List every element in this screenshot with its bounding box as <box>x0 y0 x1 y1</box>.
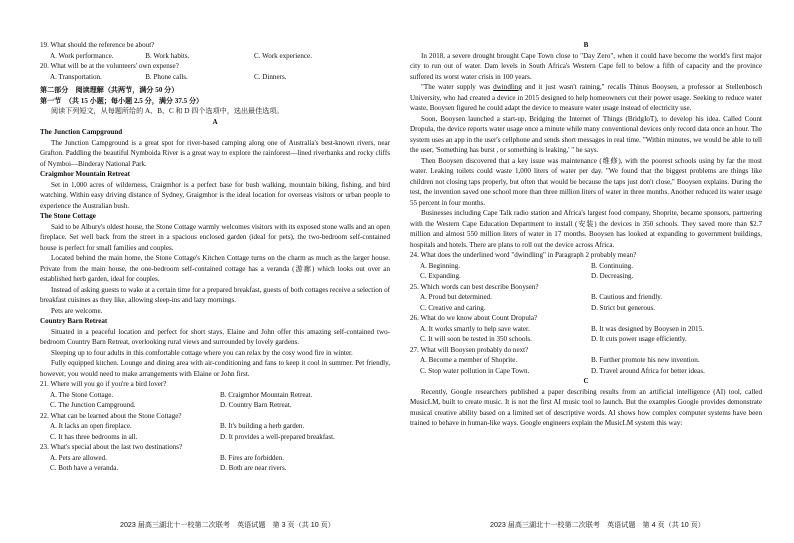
paragraph: Pets are welcome. <box>51 306 103 315</box>
option: C. Dinners. <box>253 72 287 81</box>
option: B. It was designed by Booysen in 2015. <box>591 324 704 333</box>
option: A. Beginning. <box>420 261 460 270</box>
passage-title: The Junction Campground <box>40 128 123 136</box>
option: B. Cautious and friendly. <box>591 293 663 301</box>
q22-options <box>40 421 390 432</box>
page-footer-left: 2023 届高三湖北十一校第二次联考 英语试题 第 3 页（共 10 页） <box>120 521 335 529</box>
part-heading: 第二部分 阅读理解（共两节，满分 50 分） <box>40 86 179 94</box>
passage-letter: A <box>212 117 218 126</box>
question-23: 23. What's special about the last two destinations? <box>40 443 183 451</box>
left-column <box>40 40 390 474</box>
q21-options <box>40 400 390 411</box>
q25-options <box>410 292 762 303</box>
question-19: 19. What should the reference be about? <box>40 41 155 49</box>
paragraph: In 2018, a severe drought brought Cape Town close to "Day Zero", when it could have become the world's first major city to run out of water. Dam levels in South Africa's Western Cape fell to below a fifth of capacity and the province suffered its worst water crisis in 100 years. <box>410 51 762 81</box>
paragraph: Said to be Albury's oldest house, the Stone Cottage warmly welcomes visitors with its exposed stone walls and an open fireplace. Set well back from the street in a spacious enclosed garden (ideal for pets), the two-bedroom self-contained house is perfect for small families and couples. <box>40 222 390 252</box>
question-27: 27. What will Booysen probably do next? <box>410 345 529 354</box>
option: C. Stop water pollution in Cape Town. <box>420 366 530 375</box>
passage-title: Craigmhor Mountain Retreat <box>40 170 130 178</box>
paragraph <box>410 82 762 114</box>
page-footer-right: 2023 届高三湖北十一校第二次联考 英语试题 第 4 页（共 10 页） <box>490 521 705 529</box>
q22-options <box>40 432 390 443</box>
question-26: 26. What do we know about Count Dropula? <box>410 314 538 322</box>
option: C. Creative and caring. <box>420 303 486 312</box>
paragraph: Located behind the main home, the Stone Cottage's Kitchen Cottage turns on the charm as much as the larger house. Private from the main house, the one-bedroom self-contained cottage has a veranda (游廊) which looks out over an established herb garden, ideal for couples. <box>40 254 390 283</box>
right-column <box>410 40 762 429</box>
option: D. Strict but generous. <box>591 303 656 312</box>
paragraph: Instead of asking guests to wake at a certain time for a prepared breakfast, guests of both cottages receive a selection of breakfast cuisines as they like, allowing sleep-ins and lazy mornings. <box>40 285 390 304</box>
option: A. Proud but determined. <box>420 293 492 301</box>
q27-options <box>410 366 762 377</box>
option: A. It works smartly to help save water. <box>420 324 530 333</box>
option: B. Phone calls. <box>145 72 188 81</box>
passage-title: The Stone Cottage <box>40 212 96 220</box>
paragraph: Soon, Booysen launched a start-up, Bridging the Internet of Things (BridgIoT), to develop his idea. Called Count Dropula, the device reports water usage once a minute while many conventional devices only record data once an hour. The system uses an app in the user's cellphone and sends short messages in real time. "Within minutes, we would be able to tell the user, 'Something has burst , or something is leaking,' " he says. <box>410 114 762 154</box>
q24-options <box>410 261 762 272</box>
option: D. Country Barn Retreat. <box>220 401 292 409</box>
option: C. It has three bedrooms in all. <box>50 432 138 441</box>
option: D. Decreasing. <box>591 272 634 280</box>
option: B. Work habits. <box>145 51 190 60</box>
option: A. It lacks an open fireplace. <box>50 422 132 430</box>
q27-options <box>410 355 762 366</box>
option: B. Further promote his new invention. <box>591 356 700 364</box>
paragraph: Situated in a peaceful location and perfect for short stays, Elaine and John offer this amazing self-contained two-bedroom Country Barn Retreat, overlooking rural views and surrounded by lovely gardens. <box>40 327 390 346</box>
question-22: 22. What can be learned about the Stone Cottage? <box>40 411 182 420</box>
option: C. It will soon be tested in 350 schools. <box>420 335 532 343</box>
q26-options <box>410 334 762 345</box>
option: A. Become a member of Shoprite. <box>420 356 518 364</box>
passage-title: Country Barn Retreat <box>40 317 108 325</box>
quote-rest: and it just wasn't raining," recalls Thinus Booysen, a professor at Stellenbosch University, who had created a device in 2015 designed to help homeowners cut their power usage. Seeking to reduce water waste, Booysen figured he could adapt the device to measure water usage instead of electricity use. <box>410 83 762 112</box>
q24-options <box>410 271 762 282</box>
q26-options <box>410 324 762 335</box>
option: C. Both have a veranda. <box>50 464 119 472</box>
option: B. Fires are forbidden. <box>220 453 285 462</box>
paragraph: Then Booysen discovered that a key issue was maintenance (维修), with the poorest schools using by far the most water. Leaking toilets could waste 1,000 liters of water per day. "We found that the biggest problems are things like children not closing taps properly, but often that would be because the taps just don't close," Booysen explains. During the test, the invention saved one school more than three million liters of water in three months. Another reduced its water usage 55 percent in four months. <box>410 156 762 207</box>
q21-options <box>40 390 390 401</box>
section-heading: 第一节 （共 15 小题；每小题 2.5 分，满分 37.5 分） <box>40 96 204 105</box>
paragraph: Sleeping up to four adults in this comfortable cottage where you can relax by the cosy wood fire in winter. <box>51 348 353 357</box>
option: C. Expanding. <box>420 272 461 280</box>
paragraph: Recently, Google researchers published a paper describing results from an artificial intelligence (AI) tool, called MusicLM, built to create music. It is not the first AI music tool to launch. But the examples Google provides demonstrate musical creative ability based on a limited set of descriptive words. AI shows how complex computer systems have been trained to behave in human-like ways. Google engineers explain the MusicLM system this way: <box>410 387 762 427</box>
option: B. It's building a herb garden. <box>220 422 305 430</box>
question-25: 25. Which words can best describe Booysen? <box>410 282 539 291</box>
paragraph: The Junction Campground is a great spot for river-based camping along one of Australia's best-known rivers, near Grafton. Paddling the beautiful Nymboida River is a great way to explore the rainforest—lined riverbanks and rocky cliffs of Nymboi—Binderay National Park. <box>40 138 390 168</box>
option: D. It cuts power usage efficiently. <box>591 335 687 343</box>
instructions: 阅读下列短文，从每题所给的 A、B、C 和 D 四个选项中，选出最佳选项。 <box>51 107 284 115</box>
option: D. Both are near rivers. <box>220 464 287 472</box>
question-21: 21. Where will you go if you're a bird lover? <box>40 380 167 388</box>
option: A. Pets are allowed. <box>50 453 107 462</box>
option: D. It provides a well-prepared breakfast. <box>220 432 335 441</box>
option: C. Work experience. <box>253 51 312 60</box>
q25-options <box>410 303 762 314</box>
q23-options <box>40 453 390 464</box>
passage-letter: C <box>583 377 589 385</box>
option: B. Craigmhor Mountain Retreat. <box>220 390 313 399</box>
question-20: 20. What will be at the volunteers' own expense? <box>40 62 179 70</box>
option: A. Work performance. <box>50 51 114 60</box>
paragraph: Set in 1,000 acres of wilderness, Craigmhor is a perfect base for bush walking, mountain biking, fishing, and bird watching. Within easy driving distance of Sydney, Graigmhor is the ideal location for overseas visitors or urban people to experience the Australian bush. <box>40 180 390 210</box>
q23-options <box>40 463 390 474</box>
q19-options <box>40 51 390 62</box>
passage-letter: B <box>583 41 589 49</box>
option: A. The Stone Cottage. <box>50 390 114 399</box>
underlined-word: dwindling <box>493 83 522 91</box>
paragraph: Businesses including Cape Talk radio station and Africa's largest food company, Shoprite, became sponsors, partnering with the Western Cape Education Department to install (安装) the devices in 350 schools. They saved more than $2.7 million and almost 550 million liters of water in 17 months. Booysen has looked at expanding to government buildings, hospitals and hotels. There are plans to roll out the device across Africa. <box>410 209 762 249</box>
option: A. Transportation. <box>50 72 102 81</box>
q20-options <box>40 72 390 83</box>
option: B. Continuing. <box>591 261 633 270</box>
option: D. Travel around Africa for better ideas. <box>591 366 705 375</box>
option: C. The Junction Campground. <box>50 401 136 409</box>
quote-start: "The water supply was <box>421 83 494 91</box>
paragraph: Fully equipped kitchen. Lounge and dining area with air-conditioning and fans to keep it cool in summer. Pet friendly, however, you would need to make arrangements with Elaine or John first. <box>40 359 390 378</box>
question-24: 24. What does the underlined word "dwindling" in Paragraph 2 probably mean? <box>410 251 637 259</box>
